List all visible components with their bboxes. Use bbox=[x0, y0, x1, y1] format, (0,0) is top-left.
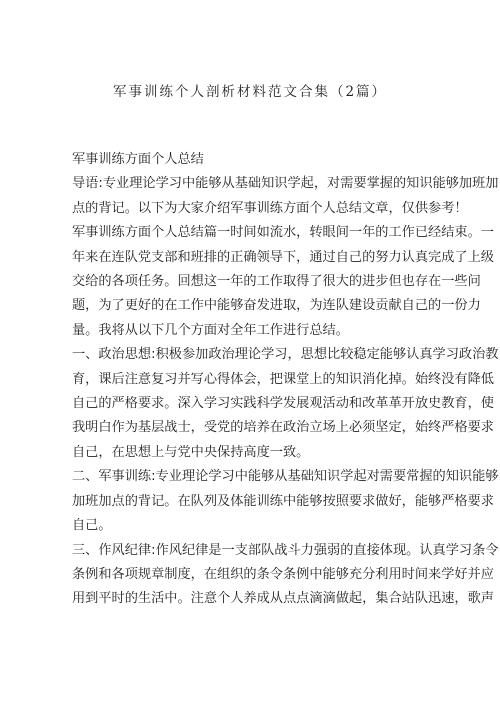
body-line: 军事训练方面个人总结篇一时间如流水，转眼间一年的工作已经结束。一 bbox=[72, 225, 494, 241]
body-line: 点的背记。以下为大家介绍军事训练方面个人总结文章，仅供参考！ bbox=[72, 200, 468, 216]
body-line: 自己的严格要求。深入学习实践科学发展观活动和改革革开放史教育，使 bbox=[72, 396, 494, 412]
body-line: 用到平时的生活中。注意个人养成从点点滴滴做起，集合站队迅速，歌声 bbox=[72, 591, 494, 607]
body-line: 育，课后注意复习并写心得体会，把课堂上的知识消化掉。始终没有降低 bbox=[72, 371, 494, 387]
section-heading: 军事训练方面个人总结 bbox=[72, 152, 204, 167]
body-line: 自己。 bbox=[72, 518, 112, 534]
body-line: 交给的各项任务。回想这一年的工作取得了很大的进步但也存在一些问 bbox=[72, 274, 481, 290]
body-line: 自己，在思想上与党中央保持高度一致。 bbox=[72, 444, 310, 460]
body-line: 量。我将从以下几个方面对全年工作进行总结。 bbox=[72, 322, 349, 338]
body-line: 题，为了更好的在工作中能够奋发进取，为连队建设贡献自己的一份力 bbox=[72, 298, 481, 314]
body-line: 导语:专业理论学习中能够从基础知识学起，对需要掌握的知识能够加班加 bbox=[72, 176, 499, 192]
body-line: 一、政治思想:积极参加政治理论学习，思想比较稳定能够认真学习政治教 bbox=[72, 347, 499, 363]
body-line: 我明白作为基层战士，受党的培养在政治立场上必须坚定，始终严格要求 bbox=[72, 420, 494, 436]
document-body bbox=[72, 148, 499, 612]
body-line: 条例和各项规章制度，在组织的条令条例中能够充分利用时间来学好并应 bbox=[72, 566, 494, 582]
body-line: 二、军事训练:专业理论学习中能够从基础知识学起对需要常握的知识能够 bbox=[72, 469, 499, 485]
document-title: 军事训练个人剖析材料范文合集（2篇） bbox=[112, 84, 388, 100]
body-line: 加班加点的背记。在队列及体能训练中能够按照要求做好，能够严格要求 bbox=[72, 493, 494, 509]
body-line: 年来在连队党支部和班排的正确领导下，通过自己的努力认真完成了上级 bbox=[72, 249, 494, 265]
body-line: 三、作风纪律:作风纪律是一支部队战斗力强弱的直接体现。认真学习条令 bbox=[72, 542, 499, 558]
